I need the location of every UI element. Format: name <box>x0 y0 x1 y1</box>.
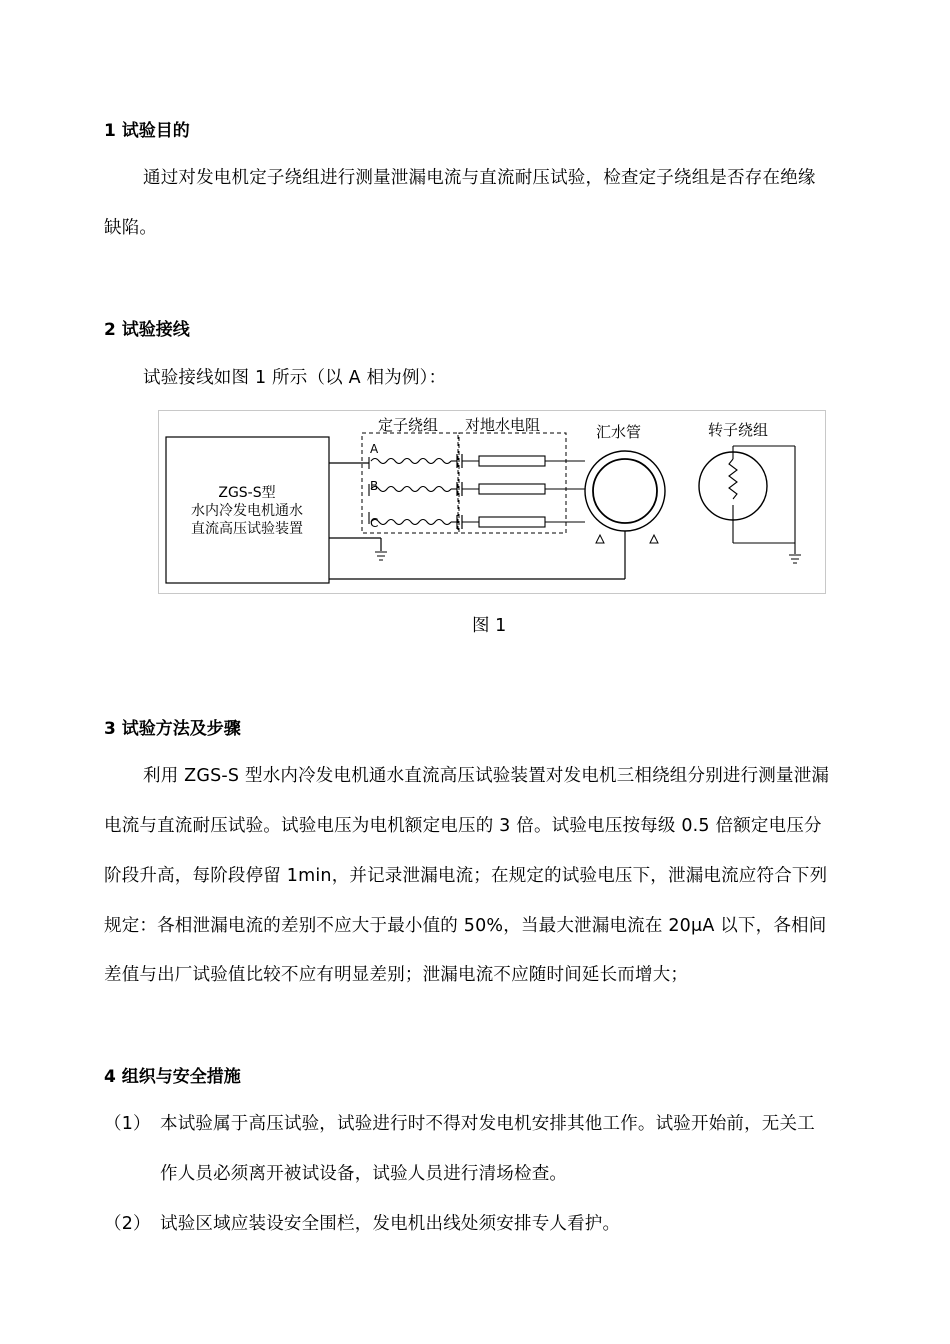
winding-c <box>371 520 451 525</box>
item-1-line-2: 作人员必须离开被试设备，试验人员进行清场检查。 <box>160 1164 568 1184</box>
device-label-line-2: 水内冷发电机通水 <box>191 503 303 519</box>
resistor-a <box>479 456 545 466</box>
section-3-heading: 3 试验方法及步骤 <box>104 719 241 739</box>
label-stator-winding: 定子绕组 <box>378 416 439 434</box>
figure-caption: 图 1 <box>472 616 507 636</box>
device-label-line-1: ZGS-S型 <box>218 485 276 501</box>
section-1-paragraph-line-1: 通过对发电机定子绕组进行测量泄漏电流与直流耐压试验，检查定子绕组是否存在绝缘 <box>143 168 816 188</box>
label-phase-b: B <box>370 479 379 493</box>
support-icon-left <box>596 535 604 543</box>
section-1-heading: 1 试验目的 <box>104 121 190 141</box>
device-label-line-3: 直流高压试验装置 <box>191 521 303 537</box>
collector-pipe-inner <box>593 459 657 523</box>
label-rotor-winding: 转子绕组 <box>708 421 769 439</box>
resistor-b <box>479 484 545 494</box>
section-4-heading: 4 组织与安全措施 <box>104 1067 241 1087</box>
wiring-diagram <box>158 410 826 594</box>
winding-a <box>371 459 451 464</box>
item-1-line-1: 本试验属于高压试验，试验进行时不得对发电机安排其他工作。试验开始前，无关工 <box>160 1114 815 1134</box>
winding-b <box>371 487 451 492</box>
wiring-diagram-svg <box>159 411 825 593</box>
item-1-marker: （1） <box>104 1114 151 1134</box>
rotor-winding <box>729 459 737 499</box>
label-phase-a: A <box>370 442 379 456</box>
section-2-paragraph-line-1: 试验接线如图 1 所示（以 A 相为例）： <box>143 368 447 388</box>
section-3-paragraph-line-2: 电流与直流耐压试验。试验电压为电机额定电压的 3 倍。试验电压按每级 0.5 倍额定电压分 <box>104 816 822 836</box>
item-2-line-1: 试验区域应装设安全围栏，发电机出线处须安排专人看护。 <box>160 1214 621 1234</box>
section-1-paragraph-line-2: 缺陷。 <box>104 218 158 238</box>
section-3-paragraph-line-1: 利用 ZGS-S 型水内冷发电机通水直流高压试验装置对发电机三相绕组分别进行测量泄漏 <box>143 766 830 786</box>
item-2-marker: （2） <box>104 1214 151 1234</box>
collector-pipe-outer <box>585 451 665 531</box>
resistor-c <box>479 517 545 527</box>
section-3-paragraph-line-3: 阶段升高，每阶段停留 1min，并记录泄漏电流；在规定的试验电压下，泄漏电流应符合下列 <box>104 866 828 886</box>
ground-icon <box>375 552 387 560</box>
section-3-paragraph-line-4: 规定：各相泄漏电流的差别不应大于最小值的 50%，当最大泄漏电流在 20μA 以下，各相间 <box>104 916 827 936</box>
label-phase-c: C <box>370 516 379 530</box>
label-collector-pipe: 汇水管 <box>596 423 642 441</box>
support-icon-right <box>650 535 658 543</box>
section-3-paragraph-line-5: 差值与出厂试验值比较不应有明显差别；泄漏电流不应随时间延长而增大； <box>104 965 689 985</box>
section-2-heading: 2 试验接线 <box>104 320 190 340</box>
label-ground-water-resistance: 对地水电阻 <box>465 416 541 434</box>
rotor-ground-icon <box>789 555 801 563</box>
